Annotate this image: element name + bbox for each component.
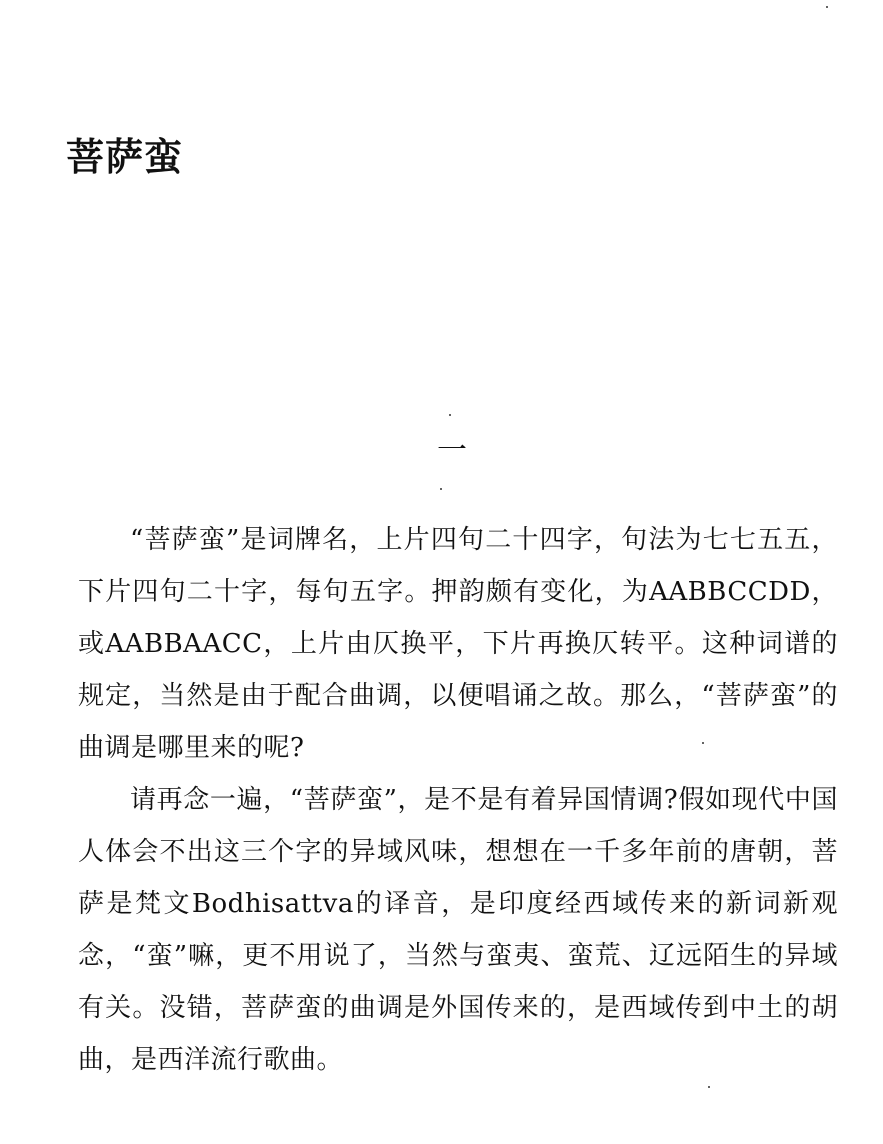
scan-speck — [702, 742, 704, 744]
body-text — [78, 514, 838, 1086]
paragraph-2: 请再念一遍，“菩萨蛮”，是不是有着异国情调?假如现代中国人体会不出这三个字的异域风味，想想在一千多年前的唐朝，菩萨是梵文Bodhisattva的译音，是印度经西域传来的新词新观念，“蛮”嘛，更不用说了，当然与蛮夷、蛮荒、辽远陌生的异域有关。没错，菩萨蛮的曲调是外国传来的，是西域传到中土的胡曲，是西洋流行歌曲。 — [78, 785, 838, 1075]
scan-speck — [826, 6, 828, 8]
section-number: 一 — [437, 433, 467, 468]
chapter-title: 菩萨蛮 — [66, 135, 184, 179]
scan-speck — [440, 488, 442, 490]
scan-speck — [449, 414, 451, 416]
scan-speck — [708, 1086, 710, 1088]
paragraph-1: “菩萨蛮”是词牌名，上片四句二十四字，句法为七七五五，下片四句二十字，每句五字。押韵颇有变化，为AABBCCDD，或AABBAACC，上片由仄换平，下片再换仄转平。这种词谱的规定，当然是由于配合曲调，以便唱诵之故。那么，“菩萨蛮”的曲调是哪里来的呢? — [78, 525, 838, 763]
